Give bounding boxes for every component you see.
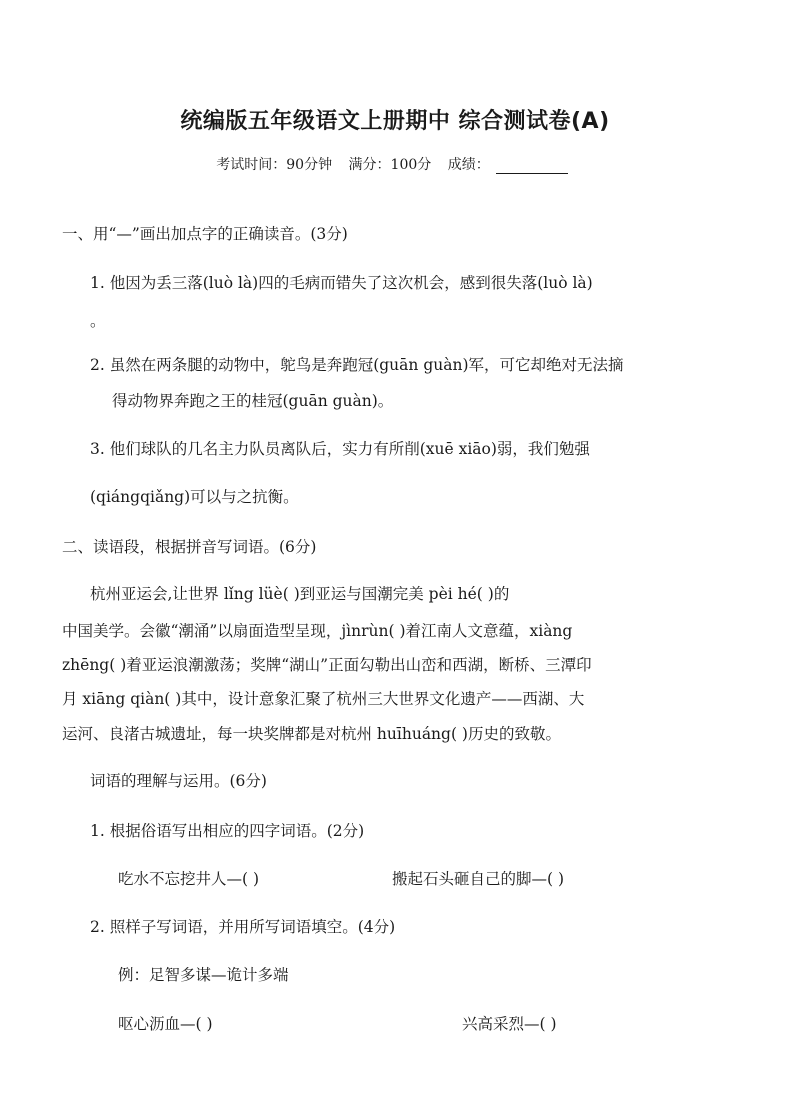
s3-q2-answer-a: 呕心沥血—( ) [118, 1015, 213, 1033]
s3-q2-answer-b: 兴高采烈—( ) [462, 1015, 557, 1033]
grade-blank[interactable] [496, 159, 568, 174]
exam-time: 考试时间：90分钟 [216, 157, 333, 173]
s2-paragraph-line3: zhēng( )着亚运浪潮激荡；奖牌“湖山”正面勾勒出山峦和西湖，断桥、三潭印 [62, 656, 592, 674]
s3-q1: 1. 根据俗语写出相应的四字词语。(2分) [90, 822, 365, 840]
section3-heading: 词语的理解与运用。(6分) [90, 772, 267, 790]
exam-grade [448, 157, 574, 173]
s1-q1-line1: 1. 他因为丢三落(luò là)四的毛病而错失了这次机会，感到很失落(luò là) [90, 274, 593, 292]
s2-paragraph-line4: 月 xiāng qiàn( )其中，设计意象汇聚了杭州三大世界文化遗产——西湖、大 [62, 690, 585, 708]
s2-paragraph-line5: 运河、良渚古城遗址，每一块奖牌都是对杭州 huīhuáng( )历史的致敬。 [62, 725, 561, 743]
s1-q2-line2: 得动物界奔跑之王的桂冠(guān guàn)。 [112, 392, 394, 410]
section1-heading: 一、用“—”画出加点字的正确读音。(3分) [62, 225, 348, 243]
s3-q1-answer-a: 吃水不忘挖井人—( ) [118, 870, 260, 888]
s3-q2-example: 例：足智多谋—诡计多端 [118, 966, 289, 984]
section2-heading: 二、读语段，根据拼音写词语。(6分) [62, 538, 317, 556]
s3-q1-answer-b: 搬起石头砸自己的脚—( ) [392, 870, 565, 888]
s1-q3-line2: (qiángqiǎng)可以与之抗衡。 [90, 488, 299, 506]
grade-label: 成绩： [447, 157, 490, 173]
s1-q1-line2: 。 [90, 312, 106, 330]
page-title: 统编版五年级语文上册期中 综合测试卷(A) [180, 109, 610, 134]
exam-full-score: 满分：100分 [348, 157, 432, 173]
s3-q2: 2. 照样子写词语，并用所写词语填空。(4分) [90, 918, 396, 936]
exam-info [0, 154, 790, 174]
s1-q2-line1: 2. 虽然在两条腿的动物中，鸵鸟是奔跑冠(guān guàn)军，可它却绝对无法摘 [90, 356, 624, 374]
s1-q3-line1: 3. 他们球队的几名主力队员离队后，实力有所削(xuē xiāo)弱，我们勉强 [90, 440, 590, 458]
s2-paragraph-line2: 中国美学。会徽“潮涌”以扇面造型呈现，jìnrùn( )着江南人文意蕴，xiàng [62, 622, 573, 640]
s2-paragraph-line1: 杭州亚运会,让世界 lǐng lüè( )到亚运与国潮完美 pèi hé( )的 [90, 585, 510, 603]
